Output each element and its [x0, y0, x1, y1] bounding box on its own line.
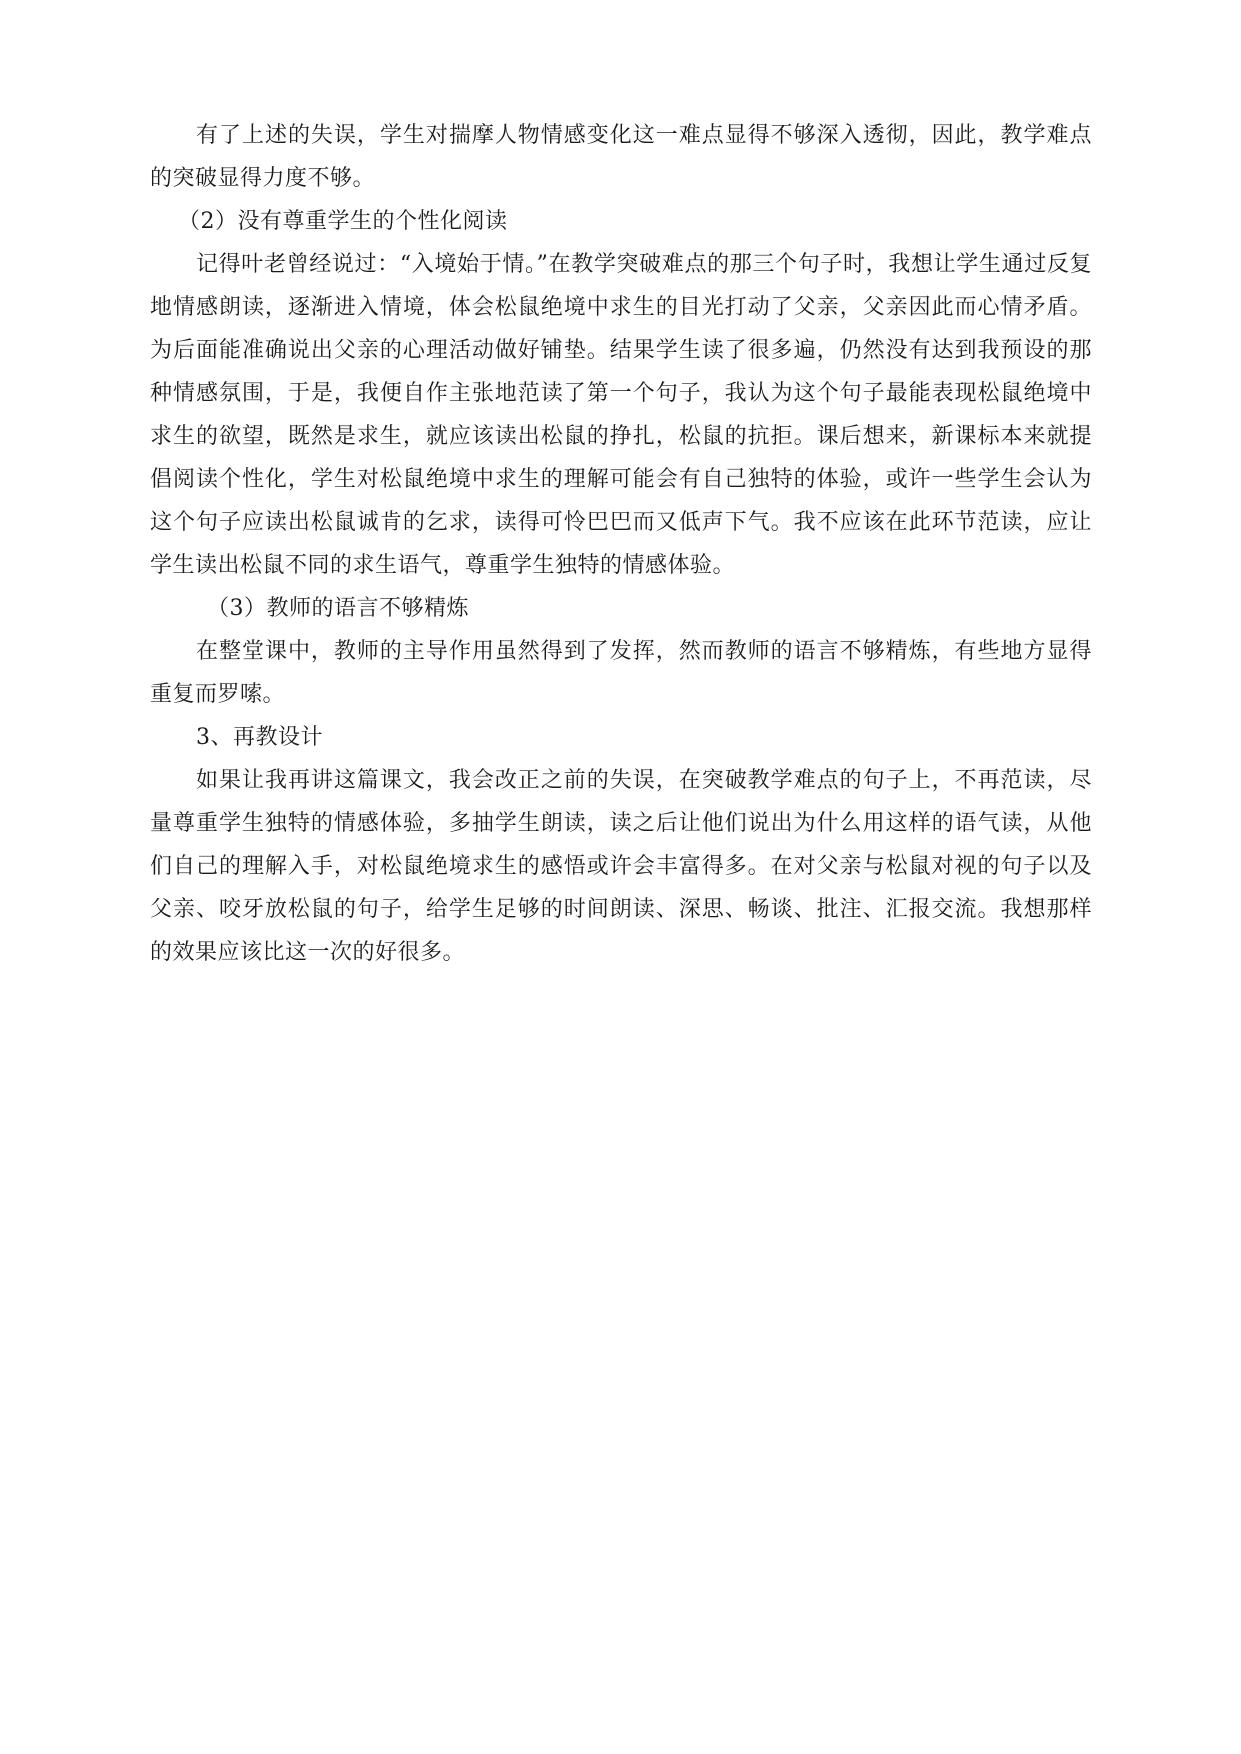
paragraph-teacher-language: 在整堂课中，教师的主导作用虽然得到了发挥，然而教师的语言不够精炼，有些地方显得重复而罗嗦。	[150, 639, 1092, 707]
heading-individual-reading: （2）没有尊重学生的个性化阅读	[178, 209, 508, 234]
heading-redesign: 3、再教设计	[196, 725, 323, 750]
paragraph-mistakes-summary: 有了上述的失误，学生对揣摩人物情感变化这一难点显得不够深入透彻，因此，教学难点的突破显得力度不够。	[150, 123, 1092, 191]
heading-teacher-language: （3）教师的语言不够精炼	[207, 596, 469, 621]
paragraph-redesign: 如果让我再讲这篇课文，我会改正之前的失误，在突破教学难点的句子上，不再范读，尽量尊重学生独特的情感体验，多抽学生朗读，读之后让他们说出为什么用这样的语气读，从他们自己的理解入手，对松鼠绝境求生的感悟或许会丰富得多。在对父亲与松鼠对视的句子以及父亲、咬牙放松鼠的句子，给学生足够的时间朗读、深思、畅谈、批注、汇报交流。我想那样的效果应该比这一次的好很多。	[150, 768, 1092, 965]
paragraph-individual-reading: 记得叶老曾经说过：“入境始于情。”在教学突破难点的那三个句子时，我想让学生通过反复地情感朗读，逐渐进入情境，体会松鼠绝境中求生的目光打动了父亲，父亲因此而心情矛盾。为后面能准确说出父亲的心理活动做好铺垫。结果学生读了很多遍，仍然没有达到我预设的那种情感氛围，于是，我便自作主张地范读了第一个句子，我认为这个句子最能表现松鼠绝境中求生的欲望，既然是求生，就应该读出松鼠的挣扎，松鼠的抗拒。课后想来，新课标本来就提倡阅读个性化，学生对松鼠绝境中求生的理解可能会有自己独特的体验，或许一些学生会认为这个句子应读出松鼠诚肯的乞求，读得可怜巴巴而又低声下气。我不应该在此环节范读，应让学生读出松鼠不同的求生语气，尊重学生独特的情感体验。	[150, 252, 1092, 578]
document-body	[150, 114, 1092, 974]
